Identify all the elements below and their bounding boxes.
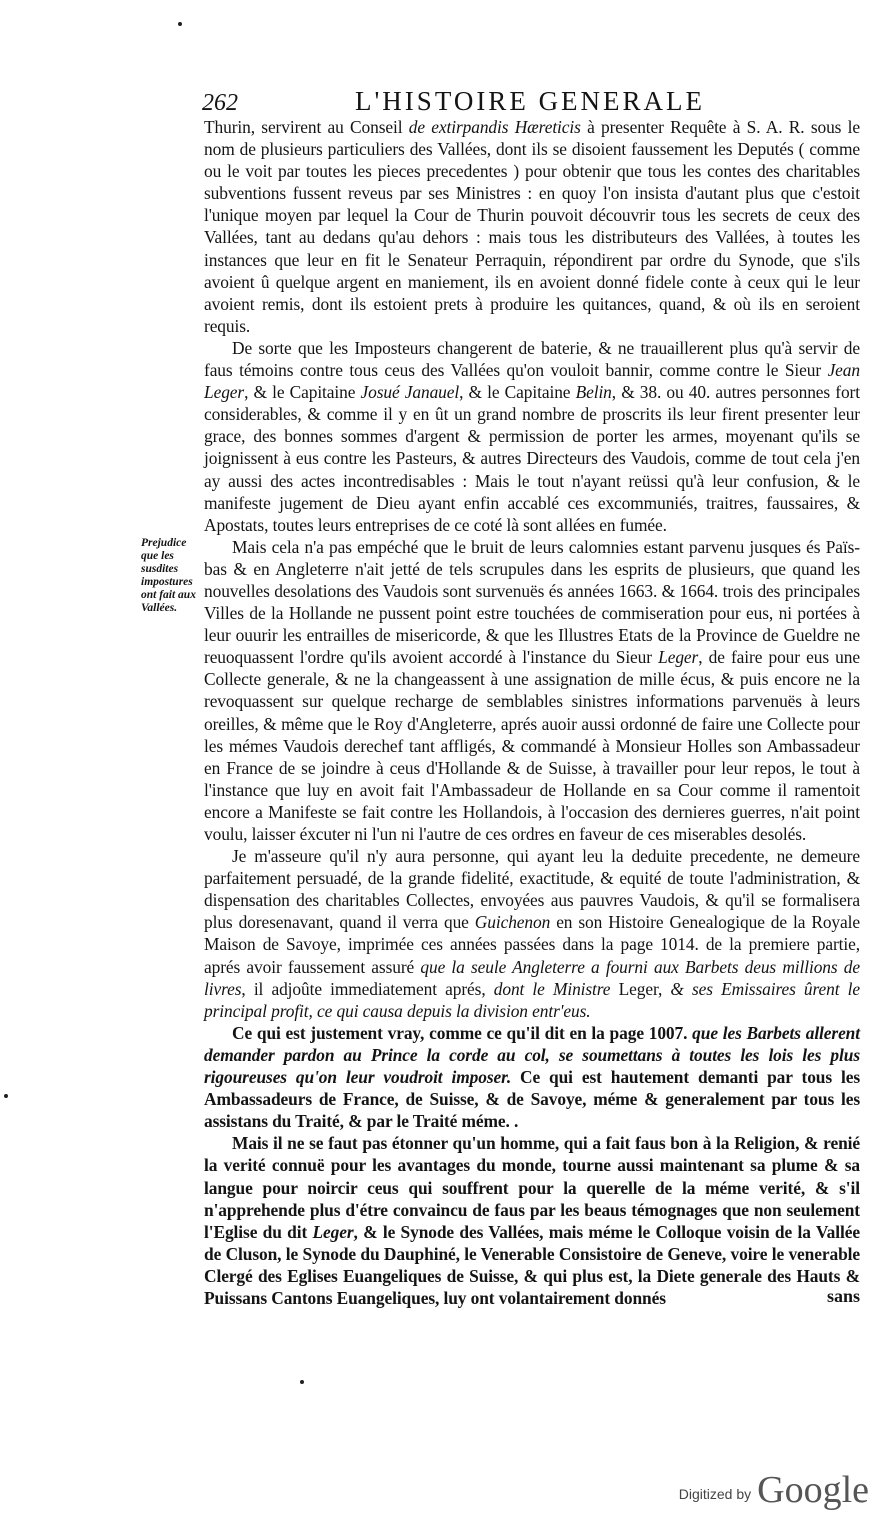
text-segment: en son Histoire Genealogique de la Royale Maison de Savoye, imprimée ces années passées dans la page 1014. de la premiere partie, aprés avoir faussement assuré bbox=[204, 912, 861, 977]
text-segment: , & 38. ou 40. autres personnes fort considerables, & comme il y en ût un grand nombre de proscrits ils leur firent presenter leur grace, des bonnes sommes d'argent & permission de porter les armes, moyenant qu'ils se joignissent à eus contre les Pasteurs, & autres Directeurs des Vaudois, comme de tout cela j'en ay aussi des actes incontredisables : Mais le tout n'ayant reüssi qu'à leur confusion, & le manifeste jugement de Dieu ayant enfin accablé ces excommuniés, traitres, faussaires, & Apostats, toutes leurs entreprises de ce coté là sont allées en fumée. bbox=[204, 382, 860, 535]
catchword: sans bbox=[826, 1286, 860, 1306]
google-logo: Google bbox=[757, 1469, 869, 1511]
scan-speck bbox=[300, 1380, 304, 1384]
paragraph bbox=[204, 536, 860, 845]
italic-segment: Leger bbox=[658, 647, 699, 668]
paragraph bbox=[204, 1132, 860, 1309]
body-text bbox=[204, 116, 860, 1309]
scan-speck bbox=[178, 22, 182, 26]
text-segment: Mais cela n'a pas empéché que le bruit de leurs calomnies estant parvenu jusques és Païs-bas & en Angleterre n'ait jetté de tels scrupules dans les esprits de plusieurs, que quand les nouvelles desolations des Vaudois sont survenuës és années 1663. & 1664. trois des principales Villes de la Hollande ne pussent point estre touchées de commiseration pour eus, ni portées à leur ouurir les entrailles de misericorde, & que les Illustres Etats de la Province de Gueldre ne reuoquassent l'ordre qu'ils avoient accordé à l'instance du Sieur bbox=[204, 536, 860, 668]
page-number: 262 bbox=[202, 90, 238, 116]
italic-segment: de extirpandis Hæreticis bbox=[408, 117, 581, 137]
text-segment: à presenter Requête à S. A. R. sous le nom de plusieurs particuliers des Vallées, dont ils se disoient faussement les Deputés ( comme ou le voit par toutes les pieces precedentes ) pour obtenir que tous les contes des charitables subventions fussent reveus par ses Ministres : en quoy l'on insista d'autant plus que c'estoit l'unique moyen par lequel la Cour de Thurin pouvoit découvrir tous les secrets de ceux des Vallées, tant au dedans qu'au dehors : mais tous les distributeurs des Vallées, à toutes les instances que leur en fit le Senateur Perraquin, répondirent par ordre du Synode, que s'ils avoient û quelque argent en maniement, ils en avoient donné fidele conte à ceux qui le leur avoient remis, dont ils estoient prets à produire les quitances, quand, & où ils en seroient requis. bbox=[204, 117, 860, 336]
italic-segment: Josué Janauel bbox=[360, 382, 460, 403]
italic-segment: Jean Leger bbox=[204, 360, 860, 403]
italic-segment: Belin bbox=[575, 382, 612, 403]
text-segment: , & le Capitaine bbox=[244, 382, 361, 403]
paragraph bbox=[204, 337, 860, 536]
paragraph bbox=[204, 845, 860, 1022]
text-segment: Mais il ne se faut pas étonner qu'un homme, qui a fait faus bon à la Religion, & renié la verité connuë pour les avantages du monde, tourne aussi maintenant sa plume & sa langue pour noircir ceus qui souffrent pour la querelle de la méme verité, & s'il n'apprehende plus d'étre convaincu de faus par les beaus témognages que non seulement l'Eglise du dit bbox=[204, 1133, 860, 1242]
running-head: L'HISTOIRE GENERALE bbox=[354, 86, 706, 116]
text-segment: De sorte que les Imposteurs changerent de baterie, & ne trauaillerent plus qu'à servir de faus témoins contre tous ceus des Vallées qu'on vouloit bannir, comme contre le Sieur bbox=[204, 337, 860, 381]
italic-segment: Leger bbox=[312, 1221, 354, 1242]
italic-segment: dont le Ministre bbox=[493, 978, 611, 999]
paragraph bbox=[204, 1022, 860, 1132]
digitized-watermark bbox=[679, 1465, 869, 1509]
italic-segment: que la seule Angleterre a fourni aux Barbets deus millions de livres bbox=[204, 956, 860, 999]
text-segment: Je m'asseure qu'il n'y aura personne, qui ayant leu la deduite precedente, ne demeure parfaitement persuadé, de la grande fidelité, exactitude, & equité de toute l'administration, & dispensation des charitables Collectes, envoyées aus pauvres Vaudois, & qu'il se formalisera plus doresenavant, quand il verra que bbox=[204, 846, 860, 933]
watermark-prefix: Digitized by bbox=[678, 1486, 752, 1502]
text-segment: , & le Synode des Vallées, mais méme le Colloque voisin de la Vallée de Cluson, le Synode du Dauphiné, le Venerable Consistoire de Geneve, voire le venerable Clergé des Eglises Euangeliques de Suisse, & qui plus est, la Diete generale des Hauts & Puissans Cantons Euangeliques, luy ont volantairement donnés bbox=[204, 1221, 860, 1308]
text-segment: Ce qui est justement vray, comme ce qu'il dit en la page 1007. bbox=[232, 1022, 693, 1043]
text-segment: , de faire pour eus une Collecte generale, & ne la changeassent à une assignation de mille écus, & puis encore ne la revoquassent sur quelque recharge de semblables sinistres informations parvenuës à leurs oreilles, & même que le Roy d'Angleterre, aprés auoir aussi ordonné de faire une Collecte pour les mémes Vaudois derechef tant affligés, & commandé à Monsieur Holles son Ambassadeur en France de se joindre à ceus d'Hollande & de Suisse, à travailler pour leur repos, le tout à l'instance que luy en avoit fait l'Ambassadeur de Hollande en sa Cour comme il ramentoit encore a Manifeste se fait contre les Hollandois, à l'occasion des dernieres guerres, n'ait point voulu, laisser éxcuter ni l'un ni l'autre de ces ordres en faveur de ces miserables desolés. bbox=[204, 647, 860, 844]
text-segment: Leger, bbox=[610, 978, 671, 999]
italic-segment: & ses Emissaires ûrent le principal profit, ce qui causa depuis la division entr'eus. bbox=[204, 978, 861, 1021]
italic-segment: Guichenon bbox=[474, 912, 551, 933]
text-segment: , il adjoûte immediatement aprés, bbox=[241, 978, 494, 999]
page-header bbox=[196, 86, 864, 120]
text-segment: Thurin, servirent au Conseil bbox=[204, 117, 409, 137]
scan-speck bbox=[4, 1094, 8, 1098]
paragraph bbox=[204, 116, 860, 337]
margin-note: Prejudice que les susdites impostures ont fait aux Vallées. bbox=[141, 537, 196, 614]
text-segment: Ce qui est hautement demanti par tous les Ambassadeurs de France, de Suisse, & de Savoye, méme & generalement par tous les assistans du Traité, & par le Traité méme. . bbox=[204, 1067, 860, 1132]
italic-segment: que les Barbets allerent demander pardon au Prince la corde au col, se soumettans à toutes les lois les plus rigoureuses qu'on leur voudroit imposer. bbox=[204, 1022, 860, 1088]
text-segment: , & le Capitaine bbox=[459, 382, 576, 403]
